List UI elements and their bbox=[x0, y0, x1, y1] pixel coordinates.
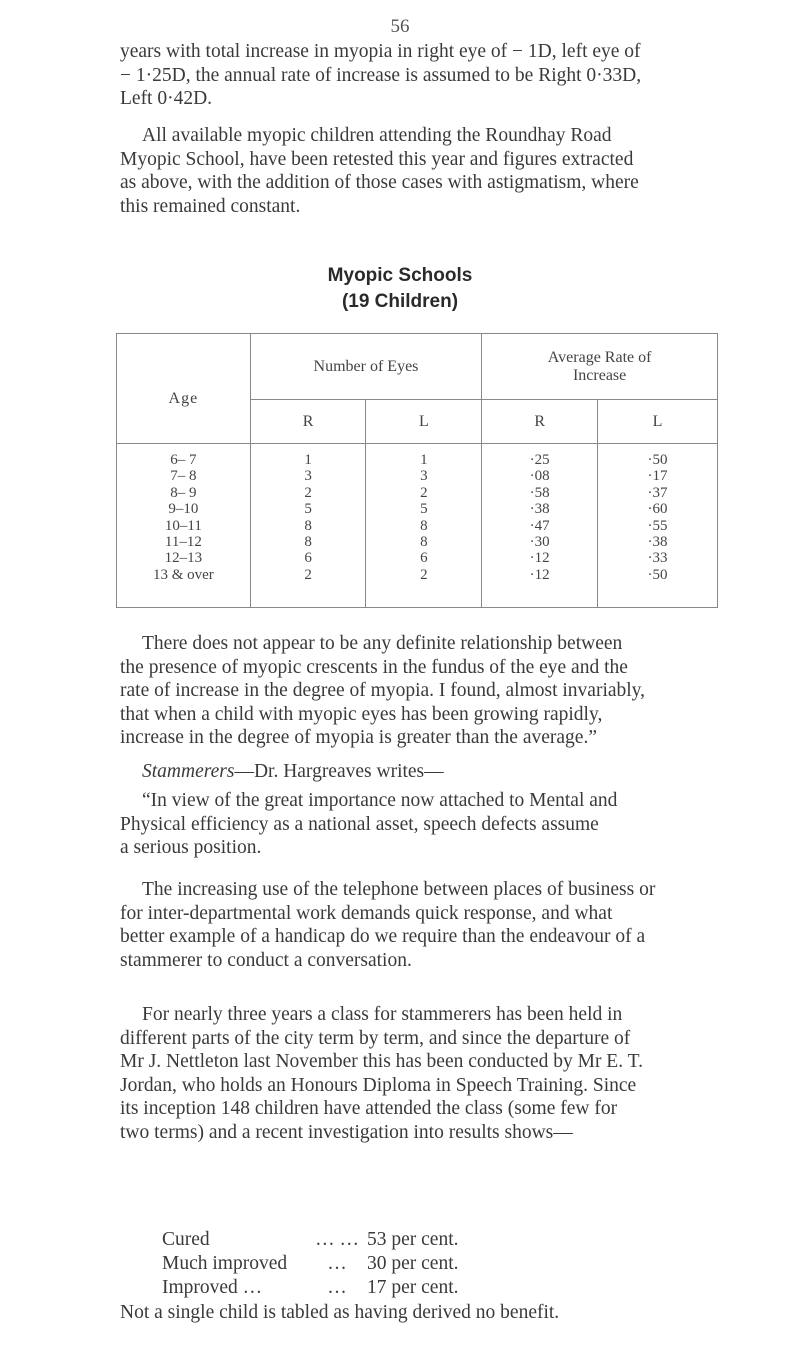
text-line: the presence of myopic crescents in the fundus of the eye and the bbox=[120, 656, 628, 678]
results-list bbox=[162, 1228, 612, 1300]
rate-l-cell: ·38 bbox=[647, 533, 668, 550]
header-number-of-eyes: Number of Eyes bbox=[250, 334, 482, 400]
number-r-cell: 8 bbox=[304, 517, 312, 534]
rate-r-cell: ·12 bbox=[529, 566, 550, 583]
table-subtitle: (19 Children) bbox=[341, 291, 459, 312]
page-number: 56 bbox=[390, 16, 410, 37]
age-cell: 12–13 bbox=[164, 550, 203, 567]
number-l-column bbox=[366, 444, 482, 608]
rate-l-cell: ·17 bbox=[647, 468, 668, 485]
number-r-cell: 6 bbox=[304, 550, 312, 567]
text-line: “In view of the great importance now attached to Mental and bbox=[142, 790, 618, 811]
number-l-cell: 2 bbox=[420, 566, 428, 583]
header-rate-l: L bbox=[598, 400, 718, 444]
number-l-cell: 2 bbox=[420, 484, 428, 501]
rate-r-cell: ·47 bbox=[529, 517, 550, 534]
number-l-cell: 5 bbox=[420, 501, 428, 518]
rate-l-column bbox=[598, 444, 718, 608]
age-cell: 6– 7 bbox=[170, 452, 197, 468]
available-children-paragraph bbox=[120, 124, 712, 218]
age-cell: 13 & over bbox=[152, 566, 214, 583]
closing-sentence bbox=[120, 1301, 712, 1325]
age-cell: 8– 9 bbox=[170, 484, 197, 501]
crescents-paragraph bbox=[120, 632, 712, 750]
text-line: − 1·25D, the annual rate of increase is assumed to be Right 0·33D, bbox=[120, 64, 642, 86]
rate-l-cell: ·37 bbox=[647, 484, 668, 501]
text-line: that when a child with myopic eyes has been growing rapidly, bbox=[120, 703, 603, 725]
rate-r-cell: ·12 bbox=[529, 550, 550, 567]
text-line: All available myopic children attending the Roundhay Road bbox=[142, 125, 612, 146]
result-value: 53 per cent. bbox=[367, 1229, 459, 1250]
text-line: Not a single child is tabled as having derived no benefit. bbox=[120, 1302, 560, 1323]
number-r-cell: 8 bbox=[304, 533, 312, 550]
result-value: 17 per cent. bbox=[367, 1277, 459, 1298]
number-l-cell: 8 bbox=[420, 533, 428, 550]
text-line: Physical efficiency as a national asset, speech defects assume bbox=[120, 813, 599, 835]
text-line: for inter-departmental work demands quick response, and what bbox=[120, 902, 613, 924]
age-cell: 9–10 bbox=[168, 501, 199, 518]
text-line: different parts of the city term by term, and since the departure of bbox=[120, 1027, 631, 1049]
rate-r-cell: ·08 bbox=[529, 468, 550, 485]
text-line: years with total increase in myopia in right eye of − 1D, left eye of bbox=[120, 41, 641, 62]
text-line: increase in the degree of myopia is greater than the average.” bbox=[120, 727, 597, 748]
number-r-cell: 2 bbox=[304, 566, 312, 583]
result-label: Improved … bbox=[162, 1277, 263, 1298]
result-label: Cured bbox=[162, 1229, 210, 1250]
text-line: its inception 148 children have attended the class (some few for bbox=[120, 1098, 618, 1119]
rate-r-column bbox=[482, 444, 598, 608]
result-leader: … … bbox=[315, 1229, 359, 1250]
text-line: The increasing use of the telephone between places of business or bbox=[142, 879, 656, 900]
text-line: There does not appear to be any definite relationship between bbox=[142, 633, 623, 654]
number-r-cell: 5 bbox=[304, 501, 312, 518]
text-line: Jordan, who holds an Honours Diploma in Speech Training. Since bbox=[120, 1074, 637, 1096]
header-number-l: L bbox=[366, 400, 482, 444]
rate-l-cell: ·33 bbox=[647, 550, 668, 567]
text-line: this remained constant. bbox=[120, 195, 301, 217]
class-paragraph bbox=[120, 1003, 712, 1144]
result-leader: … bbox=[327, 1277, 347, 1298]
age-column bbox=[117, 444, 251, 608]
text-line: Left 0·42D. bbox=[120, 88, 213, 109]
text-line: better example of a handicap do we require than the endeavour of a bbox=[120, 926, 646, 947]
header-number-r: R bbox=[250, 400, 366, 444]
result-value: 30 per cent. bbox=[367, 1253, 459, 1274]
text-line: Mr J. Nettleton last November this has been conducted by Mr E. T. bbox=[120, 1051, 643, 1072]
number-r-cell: 1 bbox=[304, 452, 312, 468]
rate-l-cell: ·50 bbox=[647, 452, 668, 468]
header-rate-r: R bbox=[482, 400, 598, 444]
header-age: Age bbox=[117, 334, 251, 444]
text-line: stammerer to conduct a conversation. bbox=[120, 949, 412, 971]
number-r-cell: 2 bbox=[304, 484, 312, 501]
text-line: a serious position. bbox=[120, 837, 262, 858]
rate-r-cell: ·58 bbox=[529, 484, 550, 501]
list-item bbox=[162, 1276, 612, 1300]
age-cell: 11–12 bbox=[164, 533, 202, 550]
number-l-cell: 6 bbox=[420, 550, 428, 567]
list-item bbox=[162, 1252, 612, 1276]
myopic-schools-table bbox=[116, 333, 718, 608]
stammerers-heading: Stammerers bbox=[142, 761, 235, 782]
number-l-cell: 8 bbox=[420, 517, 428, 534]
text-line: rate of increase in the degree of myopia. I found, almost invariably, bbox=[120, 680, 646, 701]
list-item bbox=[162, 1228, 612, 1252]
stammerers-heading-line bbox=[142, 760, 712, 784]
age-cell: 10–11 bbox=[164, 517, 202, 534]
stammerers-intro: —Dr. Hargreaves writes— bbox=[234, 761, 444, 782]
rate-l-cell: ·60 bbox=[647, 501, 668, 518]
number-l-cell: 1 bbox=[420, 452, 428, 468]
rate-r-cell: ·30 bbox=[529, 533, 550, 550]
rate-r-cell: ·38 bbox=[529, 501, 550, 518]
number-r-cell: 3 bbox=[304, 468, 312, 485]
text-line: two terms) and a recent investigation into results shows— bbox=[120, 1121, 573, 1143]
view-paragraph bbox=[120, 789, 712, 860]
rate-l-cell: ·50 bbox=[647, 566, 668, 583]
number-r-column bbox=[250, 444, 366, 608]
age-cell: 7– 8 bbox=[170, 468, 197, 485]
rate-r-cell: ·25 bbox=[529, 452, 550, 468]
table-title: Myopic Schools bbox=[327, 265, 473, 286]
text-line: as above, with the addition of those cases with astigmatism, where bbox=[120, 172, 639, 193]
result-leader: … bbox=[327, 1253, 347, 1274]
text-line: Myopic School, have been retested this year and figures extracted bbox=[120, 148, 634, 170]
header-average-rate: Average Rate of Increase bbox=[482, 334, 718, 400]
rate-l-cell: ·55 bbox=[647, 517, 668, 534]
number-l-cell: 3 bbox=[420, 468, 428, 485]
intro-paragraph bbox=[120, 40, 712, 111]
result-label: Much improved bbox=[162, 1253, 288, 1274]
telephone-paragraph bbox=[120, 878, 712, 972]
text-line: For nearly three years a class for stammerers has been held in bbox=[142, 1004, 623, 1025]
